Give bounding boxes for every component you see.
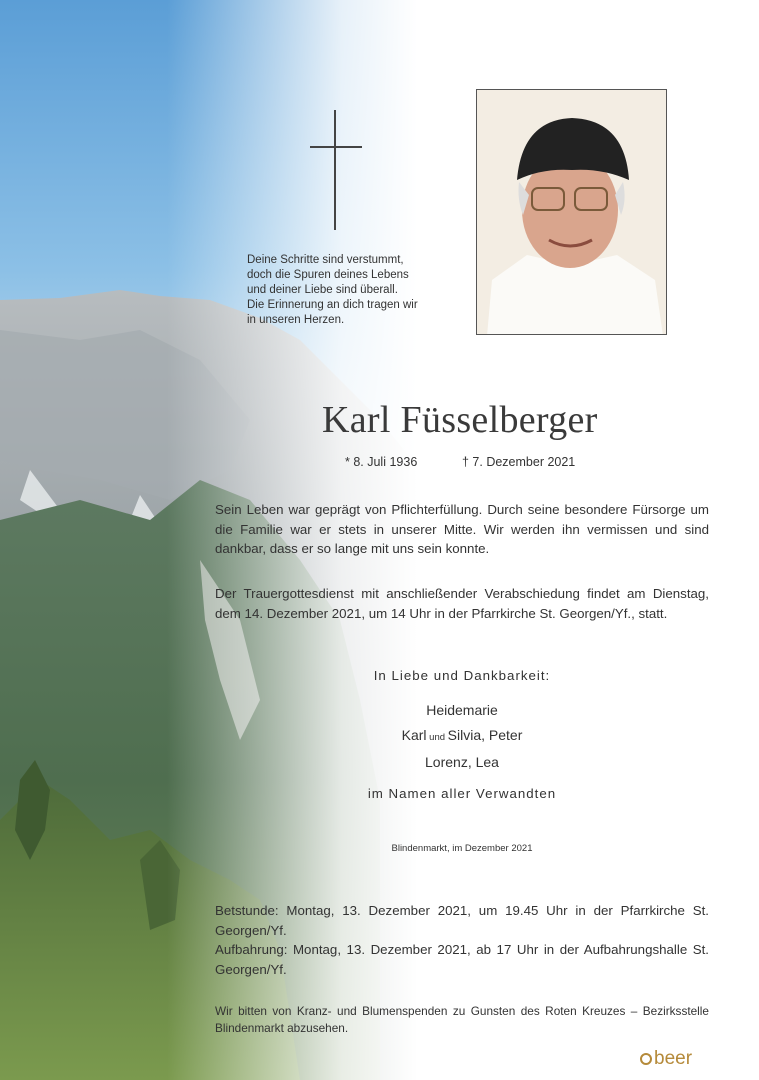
betstunde-info: Betstunde: Montag, 13. Dezember 2021, um 19.45 Uhr in der Pfarrkirche St. Georgen/Yf. xyxy=(215,903,709,938)
mourner-name: Karl xyxy=(401,727,427,743)
quote-line: doch die Spuren deines Lebens xyxy=(247,269,409,281)
logo-text: beer xyxy=(654,1048,693,1069)
deceased-name: Karl Füsselberger xyxy=(322,399,598,441)
place-date: Blindenmarkt, im Dezember 2021 xyxy=(391,843,533,854)
mourners-closing: im Namen aller Verwandten xyxy=(367,786,557,801)
quote-line: und deiner Liebe sind überall. xyxy=(247,284,398,296)
mourners-list xyxy=(215,698,709,775)
aufbahrung-info: Aufbahrung: Montag, 13. Dezember 2021, ab 17 Uhr in der Aufbahrungshalle St. Georgen/Yf. xyxy=(215,942,709,977)
death-date: † 7. Dezember 2021 xyxy=(462,455,576,469)
mourner-line xyxy=(215,723,709,750)
mourners-intro: In Liebe und Dankbarkeit: xyxy=(373,668,551,683)
birth-date: * 8. Juli 1936 xyxy=(345,455,418,469)
quote-line: Die Erinnerung an dich tragen wir xyxy=(247,299,418,311)
funeral-service-paragraph: Der Trauergottesdienst mit anschließender Verabschiedung findet am Dienstag, dem 14. Dezember 2021, um 14 Uhr in der Pfarrkirche St. Georgen/Yf., statt. xyxy=(215,586,709,621)
mourner-line: Heidemarie xyxy=(426,702,498,718)
mourner-line: Lorenz, Lea xyxy=(425,754,499,770)
portrait-photo xyxy=(476,89,667,335)
quote-line: in unseren Herzen. xyxy=(247,314,345,326)
quote-line: Deine Schritte sind verstummt, xyxy=(247,254,404,266)
mourner-name: Silvia, Peter xyxy=(447,727,523,743)
funeral-home-logo xyxy=(640,1048,692,1070)
beer-logo-icon xyxy=(640,1053,652,1065)
mourner-und: und xyxy=(429,732,446,743)
memorial-quote xyxy=(247,253,457,328)
donation-note: Wir bitten von Kranz- und Blumenspenden zu Gunsten des Roten Kreuzes – Bezirksstelle Blindenmarkt abzusehen. xyxy=(215,1004,709,1035)
cross-icon xyxy=(310,110,364,230)
obituary-paragraph: Sein Leben war geprägt von Pflichterfüllung. Durch seine besondere Fürsorge um die Familie war er stets in unserer Mitte. Wir werden ihn vermissen und sind dankbar, dass er so lange mit uns sein konnte. xyxy=(215,502,709,556)
